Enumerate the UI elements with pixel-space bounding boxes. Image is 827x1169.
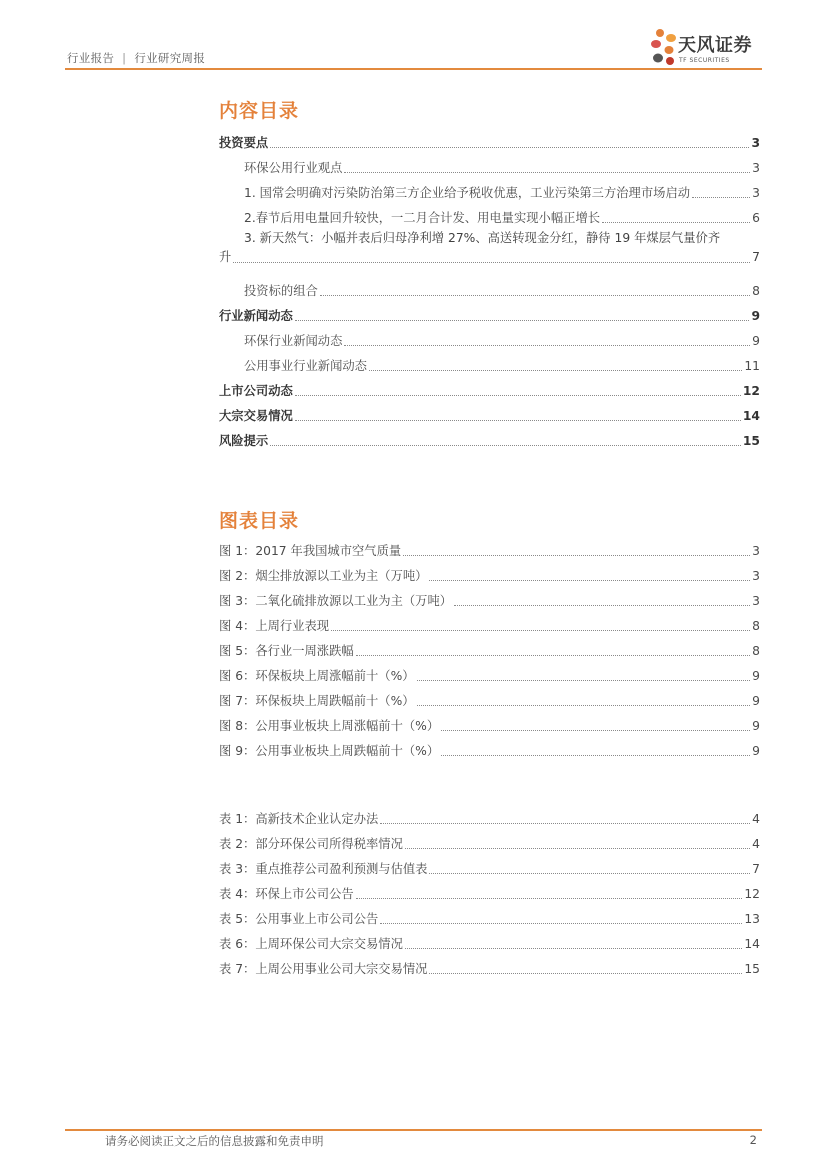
figure-entry[interactable] bbox=[219, 659, 760, 684]
table-entry-text: 表 2：部分环保公司所得税率情况 bbox=[219, 837, 403, 851]
leader-dots bbox=[233, 262, 750, 263]
table-entry[interactable] bbox=[219, 802, 760, 827]
toc-entry-page: 3 bbox=[751, 136, 760, 150]
leader-dots bbox=[295, 395, 741, 396]
header-divider bbox=[65, 68, 762, 70]
toc-entry[interactable] bbox=[219, 151, 760, 176]
table-entry-page: 15 bbox=[744, 962, 760, 976]
leader-dots bbox=[429, 580, 750, 581]
toc-entry-page: 6 bbox=[752, 211, 760, 225]
report-header-label bbox=[67, 50, 205, 66]
toc-entry-page: 15 bbox=[742, 434, 760, 448]
toc-entry[interactable] bbox=[219, 201, 760, 226]
table-entry-page: 13 bbox=[744, 912, 760, 926]
leader-dots bbox=[454, 605, 750, 606]
toc-entry[interactable] bbox=[219, 274, 760, 299]
table-entry[interactable] bbox=[219, 927, 760, 952]
leader-dots bbox=[320, 295, 750, 296]
table-entry-page: 4 bbox=[752, 837, 760, 851]
toc-entry-page: 8 bbox=[752, 284, 760, 298]
table-entry-page: 4 bbox=[752, 812, 760, 826]
table-entry-text: 表 6：上周环保公司大宗交易情况 bbox=[219, 937, 403, 951]
leader-dots bbox=[429, 973, 742, 974]
figure-entry-text: 图 4：上周行业表现 bbox=[219, 619, 330, 633]
header-separator: | bbox=[122, 51, 127, 65]
toc-entry-text: 投资要点 bbox=[219, 136, 269, 150]
tables-list bbox=[219, 802, 760, 977]
toc-entry-text: 风险提示 bbox=[219, 434, 269, 448]
figure-entry-page: 8 bbox=[752, 644, 760, 658]
figure-entry-page: 3 bbox=[752, 544, 760, 558]
contents-list bbox=[219, 126, 760, 449]
figure-entry-page: 9 bbox=[752, 719, 760, 733]
toc-entry-text: 上市公司动态 bbox=[219, 384, 293, 398]
toc-entry-text: 环保行业新闻动态 bbox=[244, 334, 343, 348]
toc-entry-text: 环保公用行业观点 bbox=[244, 161, 343, 175]
contents-title: 内容目录 bbox=[219, 100, 300, 122]
figures-title: 图表目录 bbox=[219, 510, 300, 532]
leader-dots bbox=[270, 147, 749, 148]
figure-entry-text: 图 2：烟尘排放源以工业为主（万吨） bbox=[219, 569, 428, 583]
toc-entry[interactable] bbox=[219, 126, 760, 151]
figure-entry[interactable] bbox=[219, 709, 760, 734]
toc-entry[interactable] bbox=[219, 176, 760, 201]
footer-disclaimer: 请务必阅读正文之后的信息披露和免责申明 bbox=[105, 1134, 324, 1148]
table-entry[interactable] bbox=[219, 952, 760, 977]
footer-divider bbox=[65, 1129, 762, 1131]
leader-dots bbox=[356, 655, 750, 656]
toc-entry-text: 3. 新天然气：小幅并表后归母净利增 27%、高送转现金分红，静待 19 年煤层气量价齐 bbox=[244, 231, 721, 245]
toc-entry-text: 行业新闻动态 bbox=[219, 309, 293, 323]
toc-entry[interactable] bbox=[219, 399, 760, 424]
leader-dots bbox=[344, 172, 750, 173]
leader-dots bbox=[369, 370, 742, 371]
figure-entry-text: 图 6：环保板块上周涨幅前十（%） bbox=[219, 669, 415, 683]
table-entry[interactable] bbox=[219, 902, 760, 927]
company-logo bbox=[650, 28, 765, 72]
figure-entry-text: 图 7：环保板块上周跌幅前十（%） bbox=[219, 694, 415, 708]
table-entry-page: 12 bbox=[744, 887, 760, 901]
leader-dots bbox=[403, 555, 750, 556]
toc-entry-text: 2.春节后用电量回升较快，一二月合计发、用电量实现小幅正增长 bbox=[244, 211, 601, 225]
figure-entry-page: 9 bbox=[752, 694, 760, 708]
figure-entry-text: 图 5：各行业一周涨跌幅 bbox=[219, 644, 354, 658]
logo-mark-icon bbox=[650, 28, 680, 72]
leader-dots bbox=[417, 680, 751, 681]
report-type: 行业报告 bbox=[67, 51, 115, 65]
leader-dots bbox=[405, 848, 750, 849]
table-entry-text: 表 4：环保上市公司公告 bbox=[219, 887, 354, 901]
leader-dots bbox=[380, 823, 750, 824]
toc-entry-page: 9 bbox=[752, 334, 760, 348]
figure-entry-page: 3 bbox=[752, 569, 760, 583]
table-entry-text: 表 1：高新技术企业认定办法 bbox=[219, 812, 379, 826]
toc-entry-page: 9 bbox=[751, 309, 760, 323]
leader-dots bbox=[692, 197, 750, 198]
toc-entry-page: 11 bbox=[744, 359, 760, 373]
table-entry-text: 表 5：公用事业上市公司公告 bbox=[219, 912, 379, 926]
toc-entry[interactable] bbox=[219, 424, 760, 449]
toc-entry-page: 3 bbox=[752, 186, 760, 200]
toc-entry-page: 7 bbox=[752, 250, 760, 264]
table-entry[interactable] bbox=[219, 852, 760, 877]
figure-entry[interactable] bbox=[219, 684, 760, 709]
figure-entry[interactable] bbox=[219, 584, 760, 609]
leader-dots bbox=[295, 420, 741, 421]
toc-entry[interactable] bbox=[219, 324, 760, 349]
logo-text-cn: 天风证券 bbox=[678, 35, 752, 56]
leader-dots bbox=[441, 755, 750, 756]
leader-dots bbox=[380, 923, 742, 924]
figure-entry-page: 8 bbox=[752, 619, 760, 633]
logo-text-en: TF SECURITIES bbox=[679, 57, 730, 64]
leader-dots bbox=[405, 948, 742, 949]
toc-entry-page: 14 bbox=[742, 409, 760, 423]
figure-entry-page: 9 bbox=[752, 744, 760, 758]
figures-list bbox=[219, 534, 760, 759]
figure-entry-text: 图 3：二氧化硫排放源以工业为主（万吨） bbox=[219, 594, 453, 608]
leader-dots bbox=[429, 873, 750, 874]
leader-dots bbox=[602, 222, 750, 223]
page-number: 2 bbox=[749, 1133, 757, 1147]
toc-entry[interactable] bbox=[219, 299, 760, 324]
toc-entry-page: 12 bbox=[742, 384, 760, 398]
toc-entry[interactable] bbox=[219, 226, 760, 274]
toc-entry-page: 3 bbox=[752, 161, 760, 175]
table-entry-text: 表 3：重点推荐公司盈利预测与估值表 bbox=[219, 862, 428, 876]
figure-entry[interactable] bbox=[219, 634, 760, 659]
toc-entry-text: 投资标的组合 bbox=[244, 284, 318, 298]
toc-entry[interactable] bbox=[219, 349, 760, 374]
toc-entry[interactable] bbox=[219, 374, 760, 399]
leader-dots bbox=[441, 730, 750, 731]
figure-entry[interactable] bbox=[219, 559, 760, 584]
figure-entry-text: 图 1：2017 年我国城市空气质量 bbox=[219, 544, 402, 558]
toc-entry-text-continued: 升 bbox=[219, 250, 232, 264]
figure-entry-page: 3 bbox=[752, 594, 760, 608]
toc-entry-text: 1. 国常会明确对污染防治第三方企业给予税收优惠，工业污染第三方治理市场启动 bbox=[244, 186, 691, 200]
table-entry-page: 14 bbox=[744, 937, 760, 951]
figure-entry[interactable] bbox=[219, 734, 760, 759]
leader-dots bbox=[344, 345, 750, 346]
report-subtype: 行业研究周报 bbox=[134, 51, 206, 65]
table-entry[interactable] bbox=[219, 827, 760, 852]
leader-dots bbox=[295, 320, 750, 321]
figure-entry-page: 9 bbox=[752, 669, 760, 683]
table-entry[interactable] bbox=[219, 877, 760, 902]
table-entry-page: 7 bbox=[752, 862, 760, 876]
figure-entry[interactable] bbox=[219, 534, 760, 559]
figure-entry-text: 图 8：公用事业板块上周涨幅前十（%） bbox=[219, 719, 440, 733]
leader-dots bbox=[331, 630, 750, 631]
toc-entry-text: 公用事业行业新闻动态 bbox=[244, 359, 367, 373]
table-entry-text: 表 7：上周公用事业公司大宗交易情况 bbox=[219, 962, 428, 976]
toc-entry-text: 大宗交易情况 bbox=[219, 409, 293, 423]
leader-dots bbox=[417, 705, 751, 706]
figure-entry[interactable] bbox=[219, 609, 760, 634]
leader-dots bbox=[356, 898, 743, 899]
leader-dots bbox=[270, 445, 741, 446]
figure-entry-text: 图 9：公用事业板块上周跌幅前十（%） bbox=[219, 744, 440, 758]
